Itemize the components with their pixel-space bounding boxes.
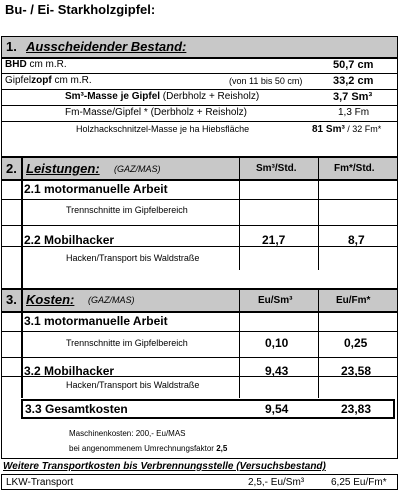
note-machine-cost: Maschinenkosten: 200,- Eu/MAS	[69, 429, 186, 438]
page-title: Bu- / Ei- Starkholzgipfel:	[5, 2, 156, 17]
item-2-1-title: 2.1 motormanuelle Arbeit	[24, 182, 168, 196]
transport-label: LKW-Transport	[6, 477, 74, 488]
total-cost-value-sm3: 9,54	[265, 402, 289, 416]
row-gipfelzopf-note: (von 11 bis 50 cm)	[229, 76, 303, 86]
section-2-number: 2.	[6, 161, 17, 176]
section-2-subtitle: (GAZ/MAS)	[114, 164, 161, 174]
item-3-2-value-fm: 23,58	[341, 364, 372, 378]
transport-section-title: Weitere Transportkosten bis Verbrennungsstelle (Versuchsbestand)	[3, 461, 326, 472]
row-sm3-value: 3,7 Sm³	[333, 91, 373, 103]
section-3-col-sm3: Eu/Sm³	[258, 295, 293, 306]
row-sm3-label: Sm³-Masse je Gipfel (Derbholz + Reisholz)	[65, 91, 260, 102]
item-3-2-desc: Hacken/Transport bis Waldstraße	[66, 380, 200, 390]
section-1-number: 1.	[6, 39, 17, 54]
section-2-col-fm: Fm*/Std.	[334, 163, 375, 174]
item-2-2-value-sm3: 21,7	[262, 233, 286, 247]
row-bhd-value: 50,7 cm	[333, 59, 374, 71]
item-3-1-value-sm3: 0,10	[265, 336, 289, 350]
total-cost-label: 3.3 Gesamtkosten	[25, 402, 128, 416]
row-hhs-label: Holzhackschnitzel-Masse je ha Hiebsfläche	[76, 124, 250, 134]
item-2-2-desc: Hacken/Transport bis Waldstraße	[66, 253, 200, 263]
section-3-col-fm: Eu/Fm*	[336, 295, 371, 306]
row-fm-label: Fm-Masse/Gipfel * (Derbholz + Reisholz)	[65, 107, 247, 118]
item-3-1-title: 3.1 motormanuelle Arbeit	[24, 314, 168, 328]
section-3-subtitle: (GAZ/MAS)	[88, 295, 135, 305]
transport-value-fm: 6,25 Eu/Fm*	[331, 477, 387, 488]
transport-value-sm3: 2,5,- Eu/Sm³	[248, 477, 305, 488]
item-2-2-title: 2.2 Mobilhacker	[24, 233, 115, 247]
total-cost-value-fm: 23,83	[341, 402, 372, 416]
note-conversion-factor: bei angenommenem Umrechnungsfaktor 2,5	[69, 444, 228, 453]
item-3-1-desc: Trennschnitte im Gipfelbereich	[66, 338, 188, 348]
section-3-title: Kosten:	[26, 292, 75, 307]
section-2-col-sm3: Sm³/Std.	[256, 163, 297, 174]
item-3-2-title: 3.2 Mobilhacker	[24, 364, 115, 378]
section-2-title: Leistungen:	[26, 161, 100, 176]
row-fm-value: 1,3 Fm	[338, 107, 370, 118]
section-1-title: Ausscheidender Bestand:	[26, 39, 187, 54]
row-gipfelzopf-label: Gipfelzopf cm m.R.	[5, 75, 92, 86]
item-3-2-value-sm3: 9,43	[265, 364, 289, 378]
item-2-2-value-fm: 8,7	[348, 233, 365, 247]
row-bhd-label: BHD cm m.R.	[5, 59, 67, 70]
item-3-1-value-fm: 0,25	[344, 336, 368, 350]
row-hhs-value: 81 Sm³ / 32 Fm*	[312, 124, 382, 135]
item-2-1-desc: Trennschnitte im Gipfelbereich	[66, 205, 188, 215]
row-gipfelzopf-value: 33,2 cm	[333, 75, 374, 87]
section-3-number: 3.	[6, 292, 17, 307]
